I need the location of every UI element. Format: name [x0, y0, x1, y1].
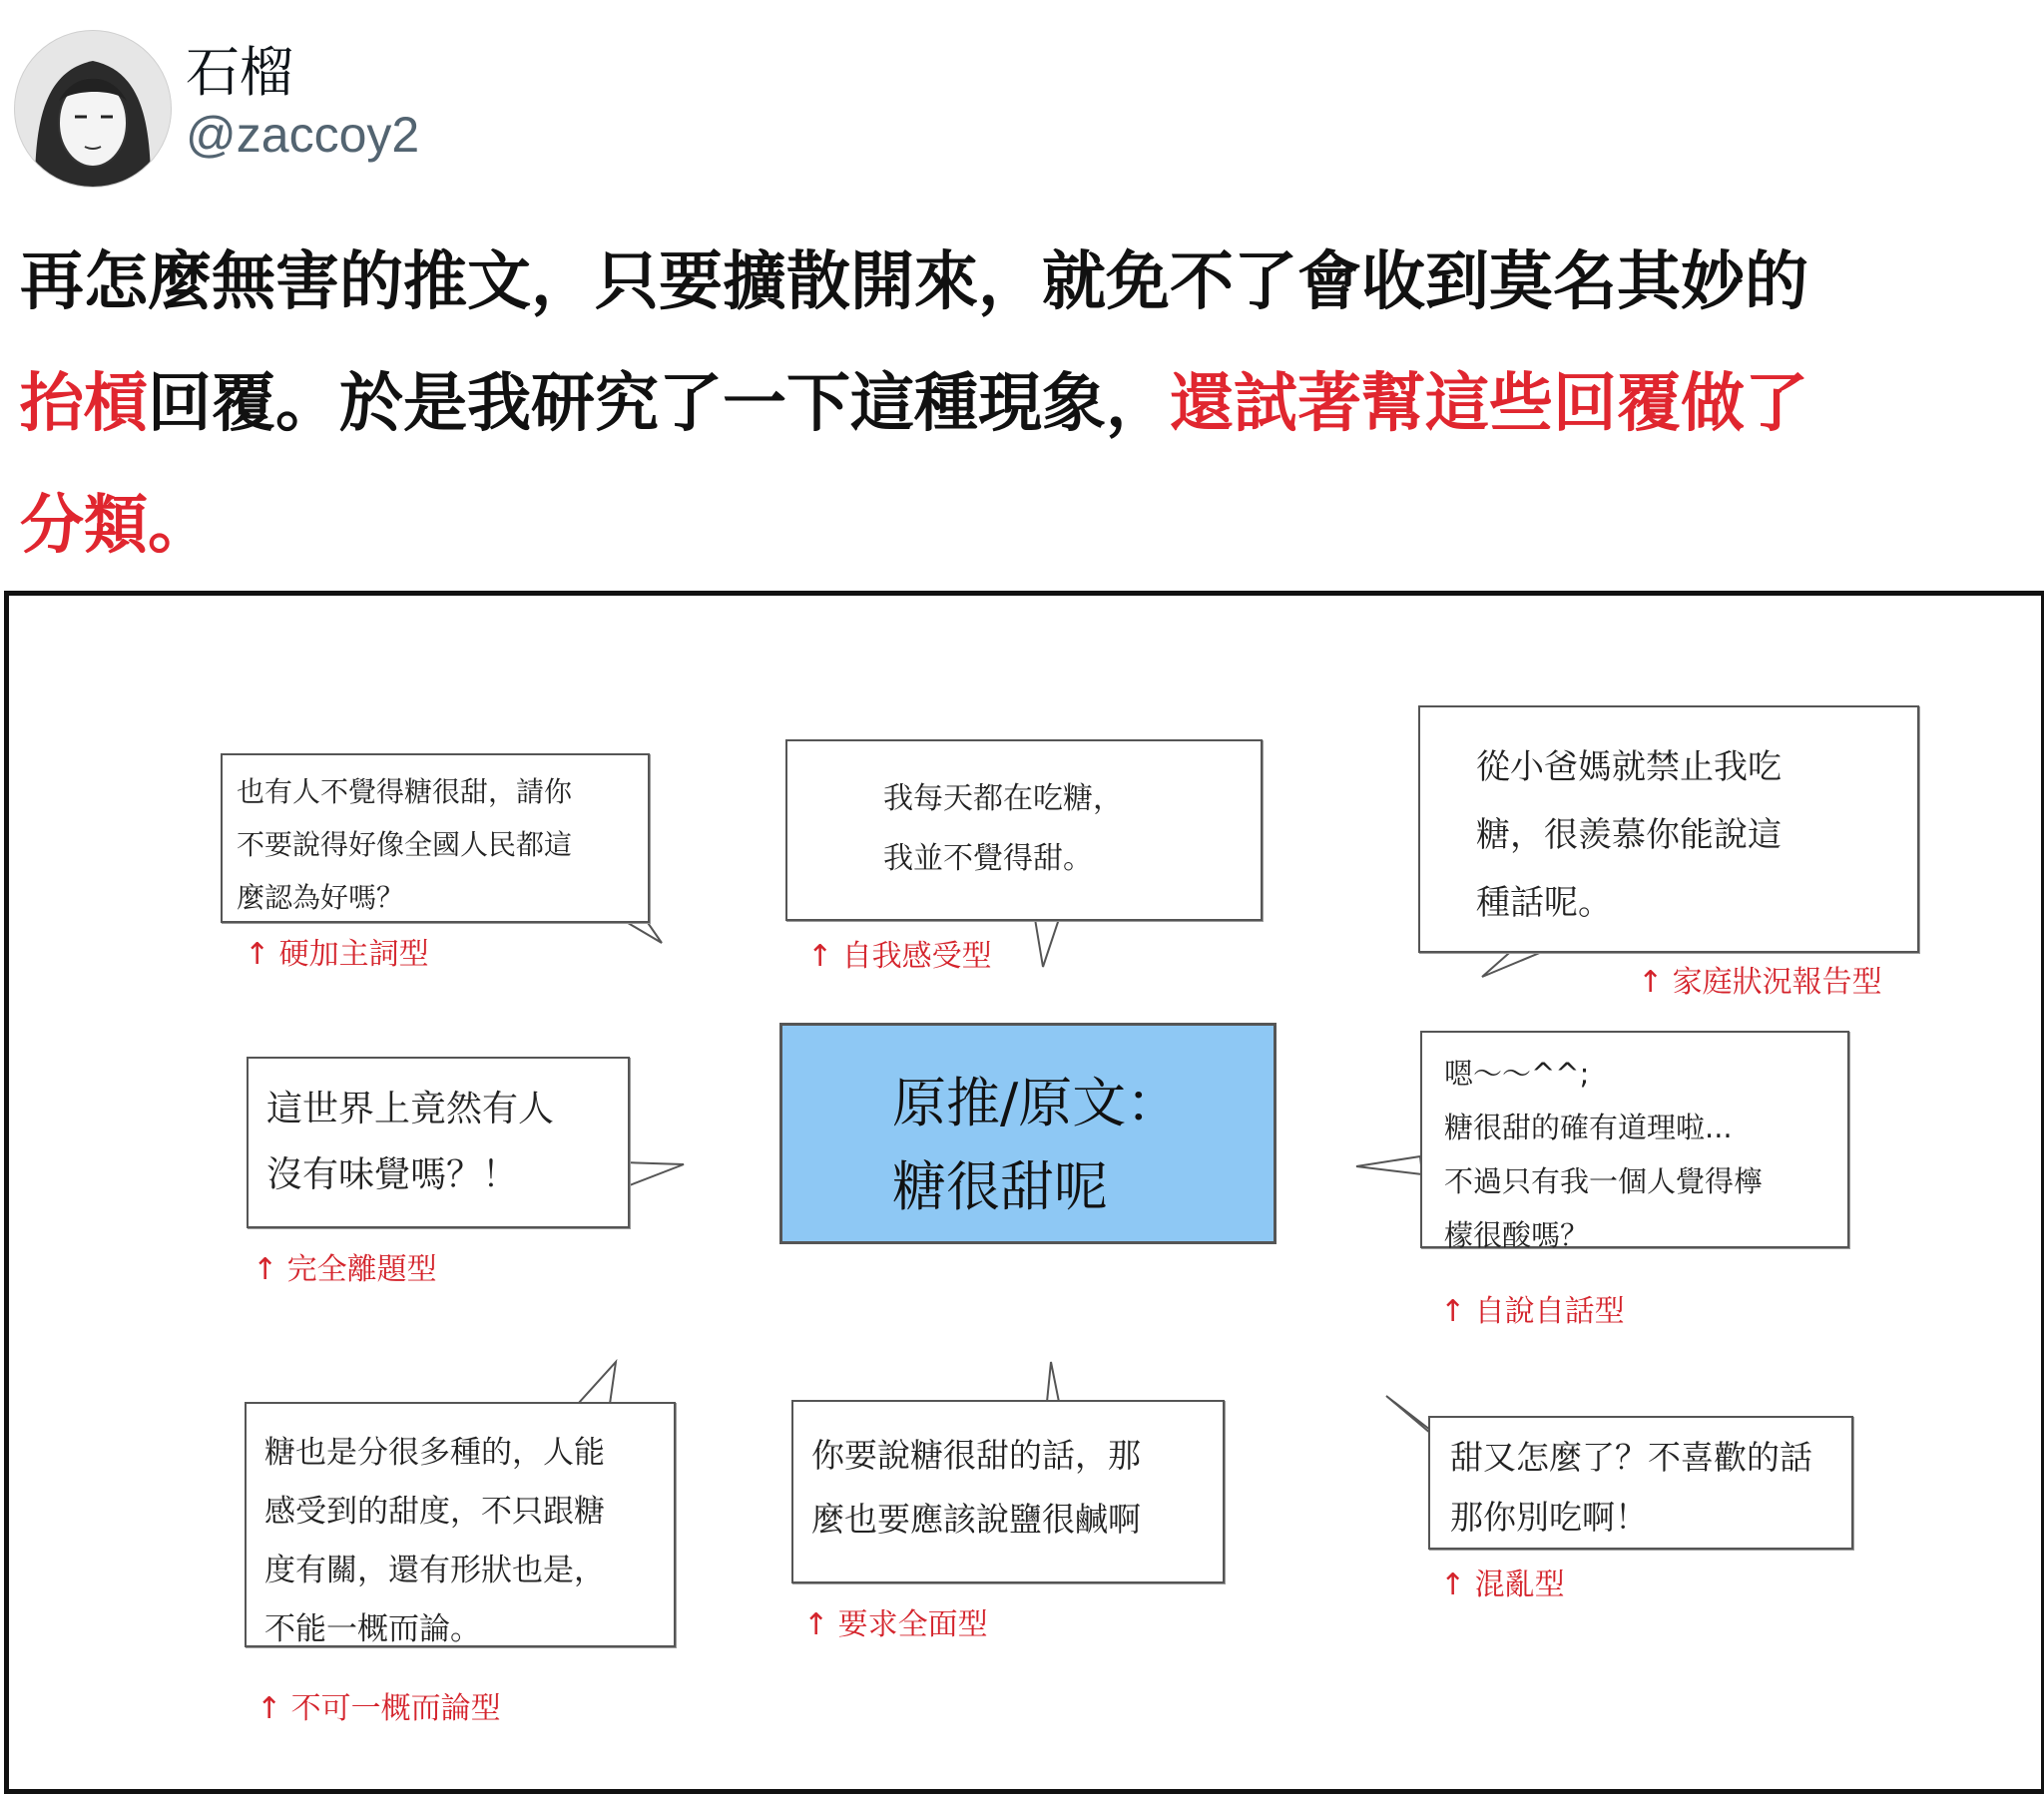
attached-image[interactable] [4, 591, 2044, 1794]
tweet-text-segment: 回覆。於是我研究了一下這種現象， [148, 367, 1170, 441]
category-label: ↑ 家庭狀況報告型 [1638, 965, 1882, 1000]
reply-bubble-1 [221, 753, 650, 923]
reply-text: 從小爸媽就禁止我吃 糖，很羨慕你能說這 種話呢。 [1476, 747, 1782, 923]
highlight-text: 分類。 [20, 489, 212, 563]
category-label: ↑ 不可一概而論型 [256, 1691, 501, 1726]
avatar-illustration [15, 31, 171, 187]
reply-bubble-7 [791, 1400, 1225, 1583]
category-label: ↑ 要求全面型 [803, 1607, 988, 1642]
reply-bubble-6 [245, 1402, 676, 1647]
reply-bubble-8 [1428, 1416, 1853, 1550]
reply-bubble-3 [1418, 705, 1919, 953]
category-label: ↑ 完全離題型 [253, 1252, 437, 1287]
reply-text: 這世界上竟然有人 沒有味覺嗎？！ [266, 1089, 555, 1195]
category-label: ↑ 混亂型 [1440, 1568, 1565, 1602]
reply-text: 我每天都在吃糖， 我並不覺得甜。 [883, 781, 1123, 876]
user-handle[interactable]: @zaccoy2 [186, 107, 420, 163]
reply-bubble-4 [247, 1057, 630, 1228]
tweet-line-3 [20, 465, 2026, 587]
category-label: ↑ 硬加主詞型 [245, 937, 429, 972]
highlight-text: 還試著幫這些回覆做了 [1170, 367, 1808, 441]
category-label: ↑ 自我感受型 [807, 939, 992, 974]
avatar[interactable] [14, 30, 172, 188]
reply-text: 也有人不覺得糖很甜，請你 不要說得好像全國人民都這 麼認為好嗎？ [237, 775, 573, 914]
reply-text: 嗯～～^^; 糖很甜的確有道理啦... 不過只有我一個人覺得檸 檬很酸嗎？ [1444, 1057, 1764, 1252]
highlight-text: 抬槓 [20, 367, 148, 441]
tweet-line-1: 再怎麼無害的推文，只要擴散開來，就免不了會收到莫名其妙的 [20, 245, 1808, 319]
reply-text: 糖也是分很多種的，人能 感受到的甜度，不只跟糖 度有關，還有形狀也是， 不能一概而論。 [264, 1435, 605, 1647]
category-label: ↑ 自說自話型 [1440, 1294, 1625, 1329]
tweet-line-2 [20, 343, 2026, 465]
reply-text: 你要說糖很甜的話，那 麼也要應該說鹽很鹹啊 [811, 1436, 1141, 1539]
reply-text: 甜又怎麼了？不喜歡的話 那你別吃啊！ [1450, 1438, 1812, 1537]
display-name[interactable]: 石榴 [186, 41, 293, 104]
original-post-box [779, 1023, 1277, 1244]
tweet-text [20, 222, 2026, 587]
reply-bubble-5 [1420, 1031, 1849, 1252]
reply-bubble-2 [785, 739, 1263, 921]
original-post-text: 原推/原文： 糖很甜呢 [892, 1072, 1181, 1218]
